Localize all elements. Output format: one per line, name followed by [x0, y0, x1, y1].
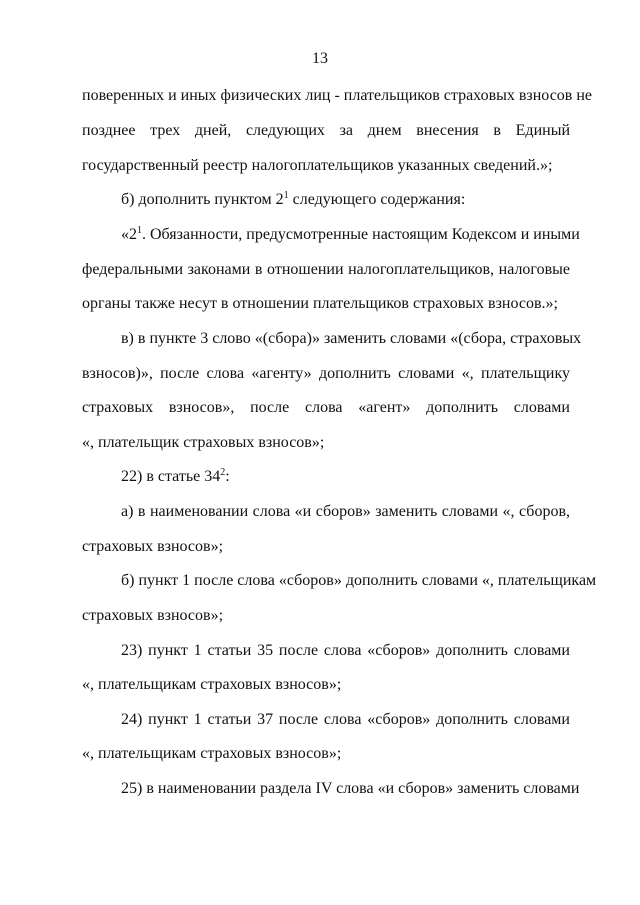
text-segment: : [225, 468, 230, 485]
text-line [121, 190, 570, 210]
page-number: 13 [312, 50, 328, 67]
text-segment: 22) в статье 34 [121, 468, 221, 485]
text-line: «, плательщикам страховых взносов»; [82, 676, 342, 693]
text-line: 24) пункт 1 статьи 37 после слова «сборов» дополнить словами [121, 711, 570, 728]
text-line: позднее трех дней, следующих за днем внесения в Единый [82, 122, 570, 139]
text-line [121, 225, 580, 245]
text-line: «, плательщик страховых взносов»; [82, 434, 325, 451]
text-segment: б) дополнить пунктом 2 [121, 191, 284, 208]
text-line [121, 467, 570, 487]
superscript: 1 [137, 225, 142, 236]
text-line: взносов)», после слова «агенту» дополнить словами «, плательщику [82, 365, 570, 382]
text-line: страховых взносов»; [82, 538, 224, 555]
text-line: страховых взносов»; [82, 607, 224, 624]
text-line: б) пункт 1 после слова «сборов» дополнить словами «, плательщикам [121, 572, 597, 589]
text-line: государственный реестр налогоплательщиков указанных сведений.»; [82, 157, 553, 174]
text-line: органы также несут в отношении плательщиков страховых взносов.»; [82, 295, 558, 312]
text-line: 23) пункт 1 статьи 35 после слова «сборов» дополнить словами [121, 642, 570, 659]
text-line: страховых взносов», после слова «агент» дополнить словами [82, 399, 570, 416]
superscript: 1 [283, 190, 289, 201]
text-line: в) в пункте 3 слово «(сбора)» заменить словами «(сбора, страховых [121, 330, 582, 347]
text-segment: . Обязанности, предусмотренные настоящим Кодексом и иными [142, 226, 580, 243]
text-line: федеральными законами в отношении налогоплательщиков, налоговые [82, 261, 570, 278]
text-segment: «2 [121, 226, 137, 243]
superscript: 2 [220, 467, 226, 478]
text-line: 25) в наименовании раздела IV слова «и сборов» заменить словами [121, 780, 580, 797]
text-line: «, плательщикам страховых взносов»; [82, 745, 342, 762]
text-segment: следующего содержания: [288, 191, 466, 208]
text-line: а) в наименовании слова «и сборов» заменить словами «, сборов, [121, 503, 570, 520]
text-line: поверенных и иных физических лиц - плательщиков страховых взносов не [82, 87, 593, 104]
